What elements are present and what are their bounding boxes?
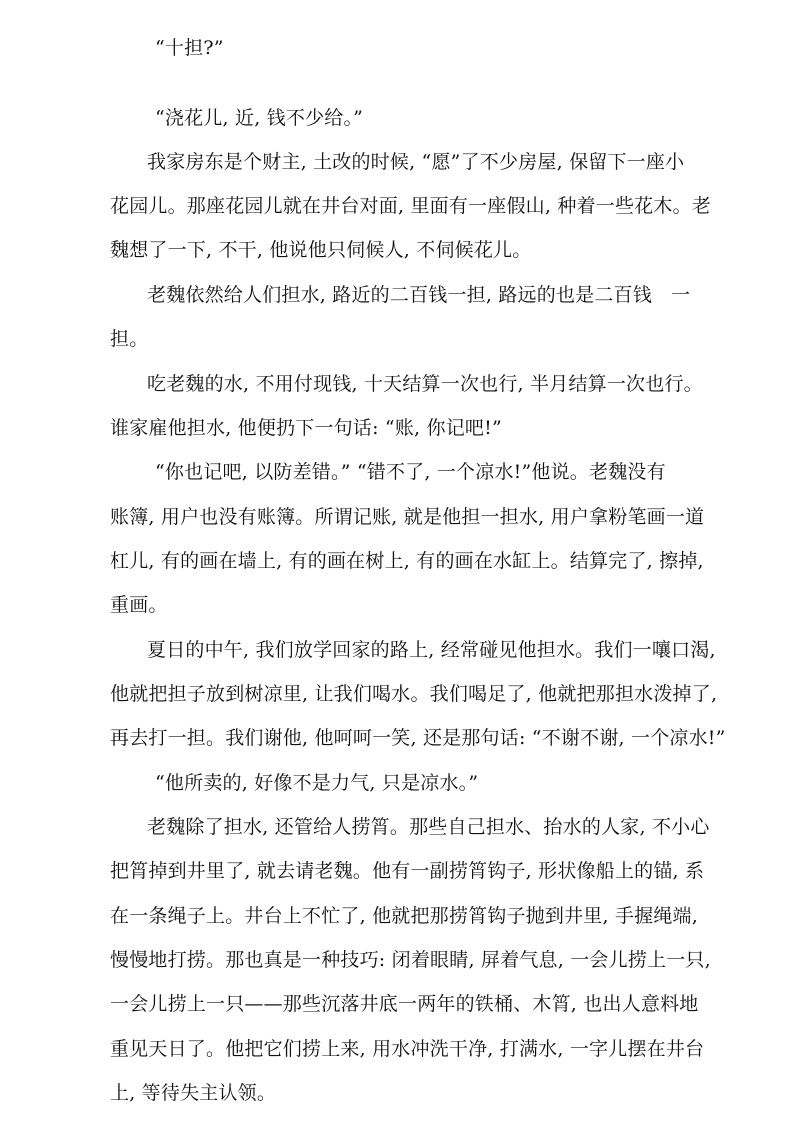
text-line: “浇花儿, 近, 钱不少给。” [155, 107, 364, 129]
text-line: 慢慢地打捞。那也真是一种技巧: 闭着眼睛, 屏着气息, 一会儿捞上一只, [110, 949, 711, 971]
text-line: 魏想了一下, 不干, 他说他只伺候人, 不伺候花儿。 [110, 239, 532, 261]
text-line: 老魏除了担水, 还管给人捞筲。那些自己担水、抬水的人家, 不小心 [147, 816, 710, 838]
text-line: “十担?” [155, 37, 224, 59]
text-line: 花园儿。那座花园儿就在井台对面, 里面有一座假山, 种着一些花木。老 [110, 195, 711, 217]
text-line: 担。 [110, 328, 149, 350]
text-line: 谁家雇他担水, 他便扔下一句话: “账, 你记吧!” [110, 417, 502, 439]
text-line: 吃老魏的水, 不用付现钱, 十天结算一次也行, 半月结算一次也行。 [147, 373, 703, 395]
text-line: 杠儿, 有的画在墙上, 有的画在树上, 有的画在水缸上。结算完了, 擦掉, [110, 550, 704, 572]
text-line: “你也记吧, 以防差错。” “错不了, 一个凉水!”他说。老魏没有 [155, 461, 666, 483]
text-line: 上, 等待失主认领。 [110, 1082, 277, 1104]
text-line: 一会儿捞上一只——那些沉落井底一两年的铁桶、木筲, 也出人意料地 [110, 993, 699, 1015]
text-line: 他就把担子放到树凉里, 让我们喝水。我们喝足了, 他就把那担水泼掉了, [110, 683, 718, 705]
text-line: 重见天日了。他把它们捞上来, 用水冲洗干净, 打满水, 一字儿摆在井台 [110, 1038, 705, 1060]
text-line: 把筲掉到井里了, 就去请老魏。他有一副捞筲钩子, 形状像船上的锚, 系 [110, 860, 705, 882]
text-line: 老魏依然给人们担水, 路近的二百钱一担, 路远的也是二百钱 一 [147, 284, 691, 306]
text-line: 账簿, 用户也没有账簿。所谓记账, 就是他担一担水, 用户拿粉笔画一道 [110, 506, 705, 528]
text-line: “他所卖的, 好像不是力气, 只是凉水。” [155, 772, 479, 794]
text-line: 在一条绳子上。井台上不忙了, 他就把那捞筲钩子抛到井里, 手握绳端, [110, 905, 698, 927]
text-line: 我家房东是个财主, 土改的时候, “愿”了不少房屋, 保留下一座小 [147, 151, 685, 173]
text-line: 再去打一担。我们谢他, 他呵呵一笑, 还是那句话: “不谢不谢, 一个凉水!” [110, 727, 726, 749]
text-line: 重画。 [110, 594, 168, 616]
text-line: 夏日的中午, 我们放学回家的路上, 经常碰见他担水。我们一嚷口渴, [147, 639, 716, 661]
